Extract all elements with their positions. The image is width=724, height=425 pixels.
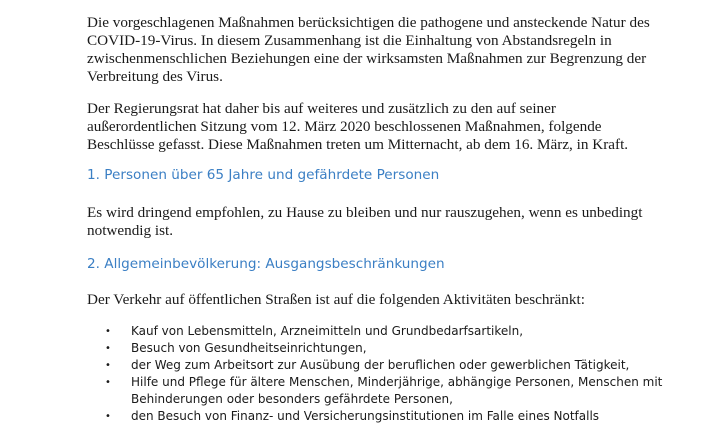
list-item <box>87 340 647 357</box>
list-item-text: Besuch von Gesundheitseinrichtungen, <box>131 341 367 355</box>
text-line: Beschlüsse gefasst. Diese Maßnahmen treten um Mitternacht, ab dem 16. März, in Kraft. <box>87 136 629 153</box>
text-line: zwischenmenschlichen Beziehungen eine der wirksamsten Maßnahmen zur Begrenzung der <box>87 50 647 67</box>
decision-paragraph <box>87 100 647 154</box>
text-line: außerordentlichen Sitzung vom 12. März 2020 beschlossenen Maßnahmen, folgende <box>87 118 602 135</box>
list-item <box>87 408 647 425</box>
bullet-icon: • <box>105 326 111 337</box>
text-line: COVID-19-Virus. In diesem Zusammenhang ist die Einhaltung von Abstandsregeln in <box>87 32 612 49</box>
bullet-icon: • <box>105 360 111 371</box>
bullet-icon: • <box>105 411 111 422</box>
text-line: Es wird dringend empfohlen, zu Hause zu bleiben und nur rauszugehen, wenn es unbedingt <box>87 204 643 221</box>
bullet-icon: • <box>105 377 111 388</box>
text-line: notwendig ist. <box>87 222 174 239</box>
section-1-heading: 1. Personen über 65 Jahre und gefährdete Personen <box>87 167 440 183</box>
list-item-text: den Besuch von Finanz- und Versicherungsinstitutionen im Falle eines Notfalls <box>131 409 600 423</box>
bullet-icon: • <box>105 343 111 354</box>
intro-paragraph <box>87 14 650 86</box>
section-2-intro <box>87 291 647 309</box>
text-line: Verbreitung des Virus. <box>87 68 223 85</box>
text-line: Der Regierungsrat hat daher bis auf weiteres und zusätzlich zu den auf seiner <box>87 100 556 117</box>
list-item <box>87 323 647 340</box>
text-line: Die vorgeschlagenen Maßnahmen berücksichtigen die pathogene und ansteckende Natur des <box>87 14 650 31</box>
list-item-continuation <box>87 391 647 408</box>
text-line: Der Verkehr auf öffentlichen Straßen ist auf die folgenden Aktivitäten beschränkt: <box>87 291 585 308</box>
section-2-heading: 2. Allgemeinbevölkerung: Ausgangsbeschränkungen <box>87 256 445 272</box>
restriction-list <box>87 323 663 425</box>
list-item-text: Behinderungen oder besonders gefährdete Personen, <box>131 392 453 406</box>
list-item-text: Kauf von Lebensmitteln, Arzneimitteln und Grundbedarfsartikeln, <box>131 324 524 338</box>
section-1-paragraph <box>87 204 647 240</box>
list-item-text: Hilfe und Pflege für ältere Menschen, Minderjährige, abhängige Personen, Menschen mit <box>131 375 663 389</box>
list-item <box>87 357 647 374</box>
list-item-text: der Weg zum Arbeitsort zur Ausübung der beruflichen oder gewerblichen Tätigkeit, <box>131 358 630 372</box>
list-item <box>87 374 663 391</box>
